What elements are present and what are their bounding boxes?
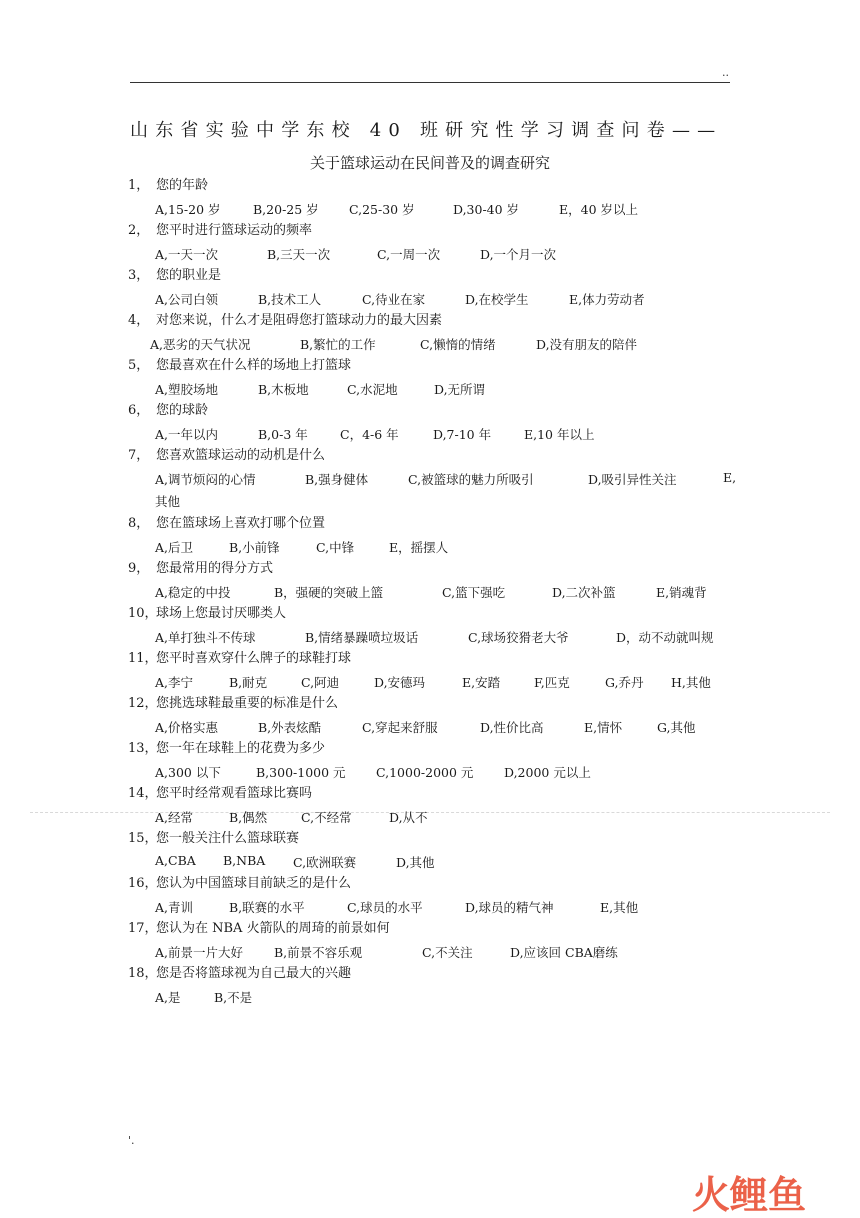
answer-option[interactable]: C,懒惰的情绪 [420,337,496,352]
question-label: 您是否将篮球视为自己最大的兴趣 [156,966,352,981]
question-label: 您在篮球场上喜欢打哪个位置 [156,516,326,531]
question-number: 13， [128,741,158,756]
answer-option[interactable]: B,三天一次 [267,247,331,262]
answer-option[interactable]: B,繁忙的工作 [300,337,376,352]
answer-option[interactable]: C,水泥地 [347,382,398,397]
answer-option[interactable]: A,CBA [155,853,196,868]
answer-option[interactable]: B,20-25 岁 [253,202,319,217]
question-number: 3， [128,268,150,283]
options-row [128,580,748,602]
answer-option[interactable]: C,不关注 [422,945,473,960]
answer-option[interactable]: B,NBA [223,853,266,868]
options-row [128,715,748,737]
answer-option[interactable]: C,1000-2000 元 [376,765,474,780]
question-label: 您挑选球鞋最重要的标准是什么 [156,696,339,711]
answer-option[interactable]: G,其他 [657,720,696,735]
question-text [128,355,748,377]
question-label: 您认为在 NBA 火箭队的周琦的前景如何 [156,921,390,936]
question-label: 您一般关注什么篮球联赛 [156,831,300,846]
question-text [128,310,748,332]
question-item [128,445,748,509]
question-label: 您平时进行篮球运动的频率 [156,223,313,238]
options-row [128,422,748,444]
question-item [128,873,748,917]
question-number: 2， [128,223,150,238]
question-label: 您认为中国篮球目前缺乏的是什么 [156,876,352,891]
header-corner-mark: .. [722,66,729,79]
question-number: 1， [128,178,150,193]
question-label: 您的球龄 [156,403,209,418]
answer-option[interactable]: C,阿迪 [301,675,340,690]
answer-option[interactable]: D,安德玛 [374,675,426,690]
question-item [128,738,748,782]
answer-option[interactable]: E,情怀 [584,720,623,735]
answer-option[interactable]: H,其他 [671,675,711,690]
answer-option[interactable]: A,价格实惠 [155,720,219,735]
answer-option[interactable]: D,性价比高 [480,720,544,735]
answer-option[interactable]: C，4-6 年 [340,427,399,442]
question-number: 9， [128,561,150,576]
answer-option[interactable]: D,二次补篮 [552,585,616,600]
options-row [128,940,748,962]
question-label: 对您来说，什么才是阻碍您打篮球动力的最大因素 [156,313,443,328]
question-label: 您最常用的得分方式 [156,561,274,576]
options-row [128,760,748,782]
question-number: 7， [128,448,150,463]
options-row [128,287,748,309]
answer-option[interactable]: A,调节烦闷的心情 [155,472,256,487]
question-item [128,963,748,1007]
question-text [128,873,748,895]
answer-option[interactable]: B,小前锋 [229,540,280,555]
question-item [128,265,748,309]
answer-option[interactable]: E,销魂背 [656,585,707,600]
answer-option[interactable]: B,联赛的水平 [229,900,305,915]
answer-option[interactable]: B,技术工人 [258,292,322,307]
answer-option-continued[interactable]: 其他 [155,494,181,509]
header-rule [130,82,730,83]
answer-option[interactable]: C,待业在家 [362,292,426,307]
question-number: 16， [128,876,158,891]
answer-option[interactable]: D,2000 元以上 [504,765,591,780]
question-number: 6， [128,403,150,418]
options-row [128,985,748,1007]
question-item [128,400,748,444]
question-label: 您喜欢篮球运动的动机是什么 [156,448,326,463]
question-number: 5， [128,358,150,373]
question-label: 您的职业是 [156,268,222,283]
answer-option[interactable]: A,恶劣的天气状况 [150,337,251,352]
answer-option[interactable]: B,强身健体 [305,472,369,487]
svg-text:火鲤鱼: 火鲤鱼 [692,1173,807,1214]
answer-option[interactable]: A,青训 [155,900,194,915]
answer-option[interactable]: C,球场狡猾老大爷 [468,630,569,645]
question-item [128,783,748,827]
question-text [128,400,748,422]
answer-option[interactable]: E,体力劳动者 [569,292,645,307]
question-text [128,265,748,287]
answer-option[interactable]: D，动不动就叫规 [616,630,714,645]
options-row [128,467,748,489]
question-text [128,558,748,580]
options-row [128,535,748,557]
options-row [128,197,748,219]
answer-option[interactable]: D,从不 [389,810,428,825]
answer-option[interactable]: D,其他 [396,855,435,870]
question-label: 球场上您最讨厌哪类人 [156,606,287,621]
answer-option[interactable]: C,25-30 岁 [349,202,415,217]
answer-option[interactable]: C,被篮球的魅力所吸引 [408,472,534,487]
question-label: 您平时经常观看篮球比赛吗 [156,786,313,801]
question-item [128,355,748,399]
options-row [128,377,748,399]
answer-option[interactable]: B,木板地 [258,382,309,397]
question-number: 8， [128,516,150,531]
question-text [128,828,748,850]
answer-option[interactable]: A,稳定的中投 [155,585,231,600]
answer-option[interactable]: C,中锋 [316,540,355,555]
answer-option[interactable]: B,0-3 年 [258,427,308,442]
question-number: 15， [128,831,158,846]
question-text [128,738,748,760]
document-title: 山东省实验中学东校 40 班研究性学习调查问卷—— [130,120,723,141]
answer-option[interactable]: D,没有朋友的陪伴 [536,337,638,352]
question-text [128,648,748,670]
answer-option[interactable]: D,球员的精气神 [465,900,554,915]
question-item [128,648,748,692]
answer-option[interactable]: E,10 年以上 [524,427,595,442]
question-number: 14， [128,786,158,801]
question-item [128,220,748,264]
answer-option[interactable]: A,单打独斗不传球 [155,630,256,645]
question-number: 11， [128,651,158,666]
answer-option[interactable]: E,其他 [600,900,639,915]
question-number: 4， [128,313,150,328]
answer-option[interactable]: D,一个月一次 [480,247,557,262]
options-row [128,895,748,917]
answer-option[interactable]: C,篮下强吃 [442,585,506,600]
answer-option[interactable]: A,300 以下 [155,765,221,780]
answer-option[interactable]: E，40 岁以上 [559,202,639,217]
answer-option[interactable]: A,是 [155,990,181,1005]
question-item [128,513,748,557]
answer-option[interactable]: D,应该回 CBA磨练 [510,945,618,960]
answer-option[interactable]: B,耐克 [229,675,268,690]
question-label: 您的年龄 [156,178,209,193]
question-text [128,220,748,242]
answer-option[interactable]: A,李宁 [155,675,194,690]
answer-option[interactable]: C,球员的水平 [347,900,423,915]
question-number: 10， [128,606,158,621]
answer-option[interactable]: D,无所谓 [434,382,486,397]
answer-option[interactable]: C,一周一次 [377,247,441,262]
question-text [128,513,748,535]
answer-option[interactable]: D,吸引异性关注 [588,472,677,487]
answer-option[interactable]: B,情绪暴躁喷垃圾话 [305,630,419,645]
options-row [128,850,748,872]
question-label: 您一年在球鞋上的花费为多少 [156,741,326,756]
options-row [128,805,748,827]
options-row [128,332,748,354]
answer-option[interactable]: D,30-40 岁 [453,202,520,217]
question-text [128,175,748,197]
answer-option[interactable]: E,安踏 [462,675,501,690]
question-text [128,603,748,625]
answer-option[interactable]: C,穿起来舒服 [362,720,438,735]
answer-option[interactable]: A,一年以内 [155,427,219,442]
question-text [128,783,748,805]
answer-option[interactable]: A,塑胶场地 [155,382,219,397]
question-item [128,603,748,647]
answer-option[interactable]: A,15-20 岁 [155,202,221,217]
answer-option[interactable]: A,前景一片大好 [155,945,244,960]
question-label: 您最喜欢在什么样的场地上打篮球 [156,358,352,373]
answer-option[interactable]: B,外表炫酷 [258,720,322,735]
options-row [128,625,748,647]
question-item [128,693,748,737]
question-number: 17， [128,921,158,936]
answer-option[interactable]: A,一天一次 [155,247,219,262]
answer-option[interactable]: F,匹克 [534,675,570,690]
question-item [128,558,748,602]
question-number: 12， [128,696,158,711]
question-text [128,918,748,940]
question-text [128,693,748,715]
question-text [128,445,748,467]
answer-option[interactable]: A,经常 [155,810,194,825]
options-row [128,670,748,692]
answer-option[interactable]: B,不是 [214,990,253,1005]
answer-option[interactable]: C,欧洲联赛 [293,855,357,870]
answer-option[interactable]: B,偶然 [229,810,268,825]
answer-option[interactable]: A,后卫 [155,540,194,555]
question-label: 您平时喜欢穿什么牌子的球鞋打球 [156,651,352,666]
options-row [128,242,748,264]
question-number: 18， [128,966,158,981]
answer-option[interactable]: G,乔丹 [605,675,644,690]
footer-mark: '. [128,1134,135,1147]
question-item [128,310,748,354]
question-item [128,918,748,962]
document-subtitle: 关于篮球运动在民间普及的调查研究 [309,154,550,172]
answer-option[interactable]: D,7-10 年 [433,427,492,442]
question-item [128,175,748,219]
answer-option[interactable]: B,前景不容乐观 [274,945,363,960]
answer-option[interactable]: A,公司白领 [155,292,219,307]
answer-option[interactable]: E，摇摆人 [389,540,449,555]
answer-option[interactable]: B，强硬的突破上篮 [274,585,384,600]
answer-option[interactable]: E, [723,470,737,485]
answer-option[interactable]: B,300-1000 元 [256,765,346,780]
watermark-logo [692,1172,842,1214]
question-text [128,963,748,985]
answer-option[interactable]: C,不经常 [301,810,352,825]
question-item [128,828,748,872]
answer-option[interactable]: D,在校学生 [465,292,529,307]
